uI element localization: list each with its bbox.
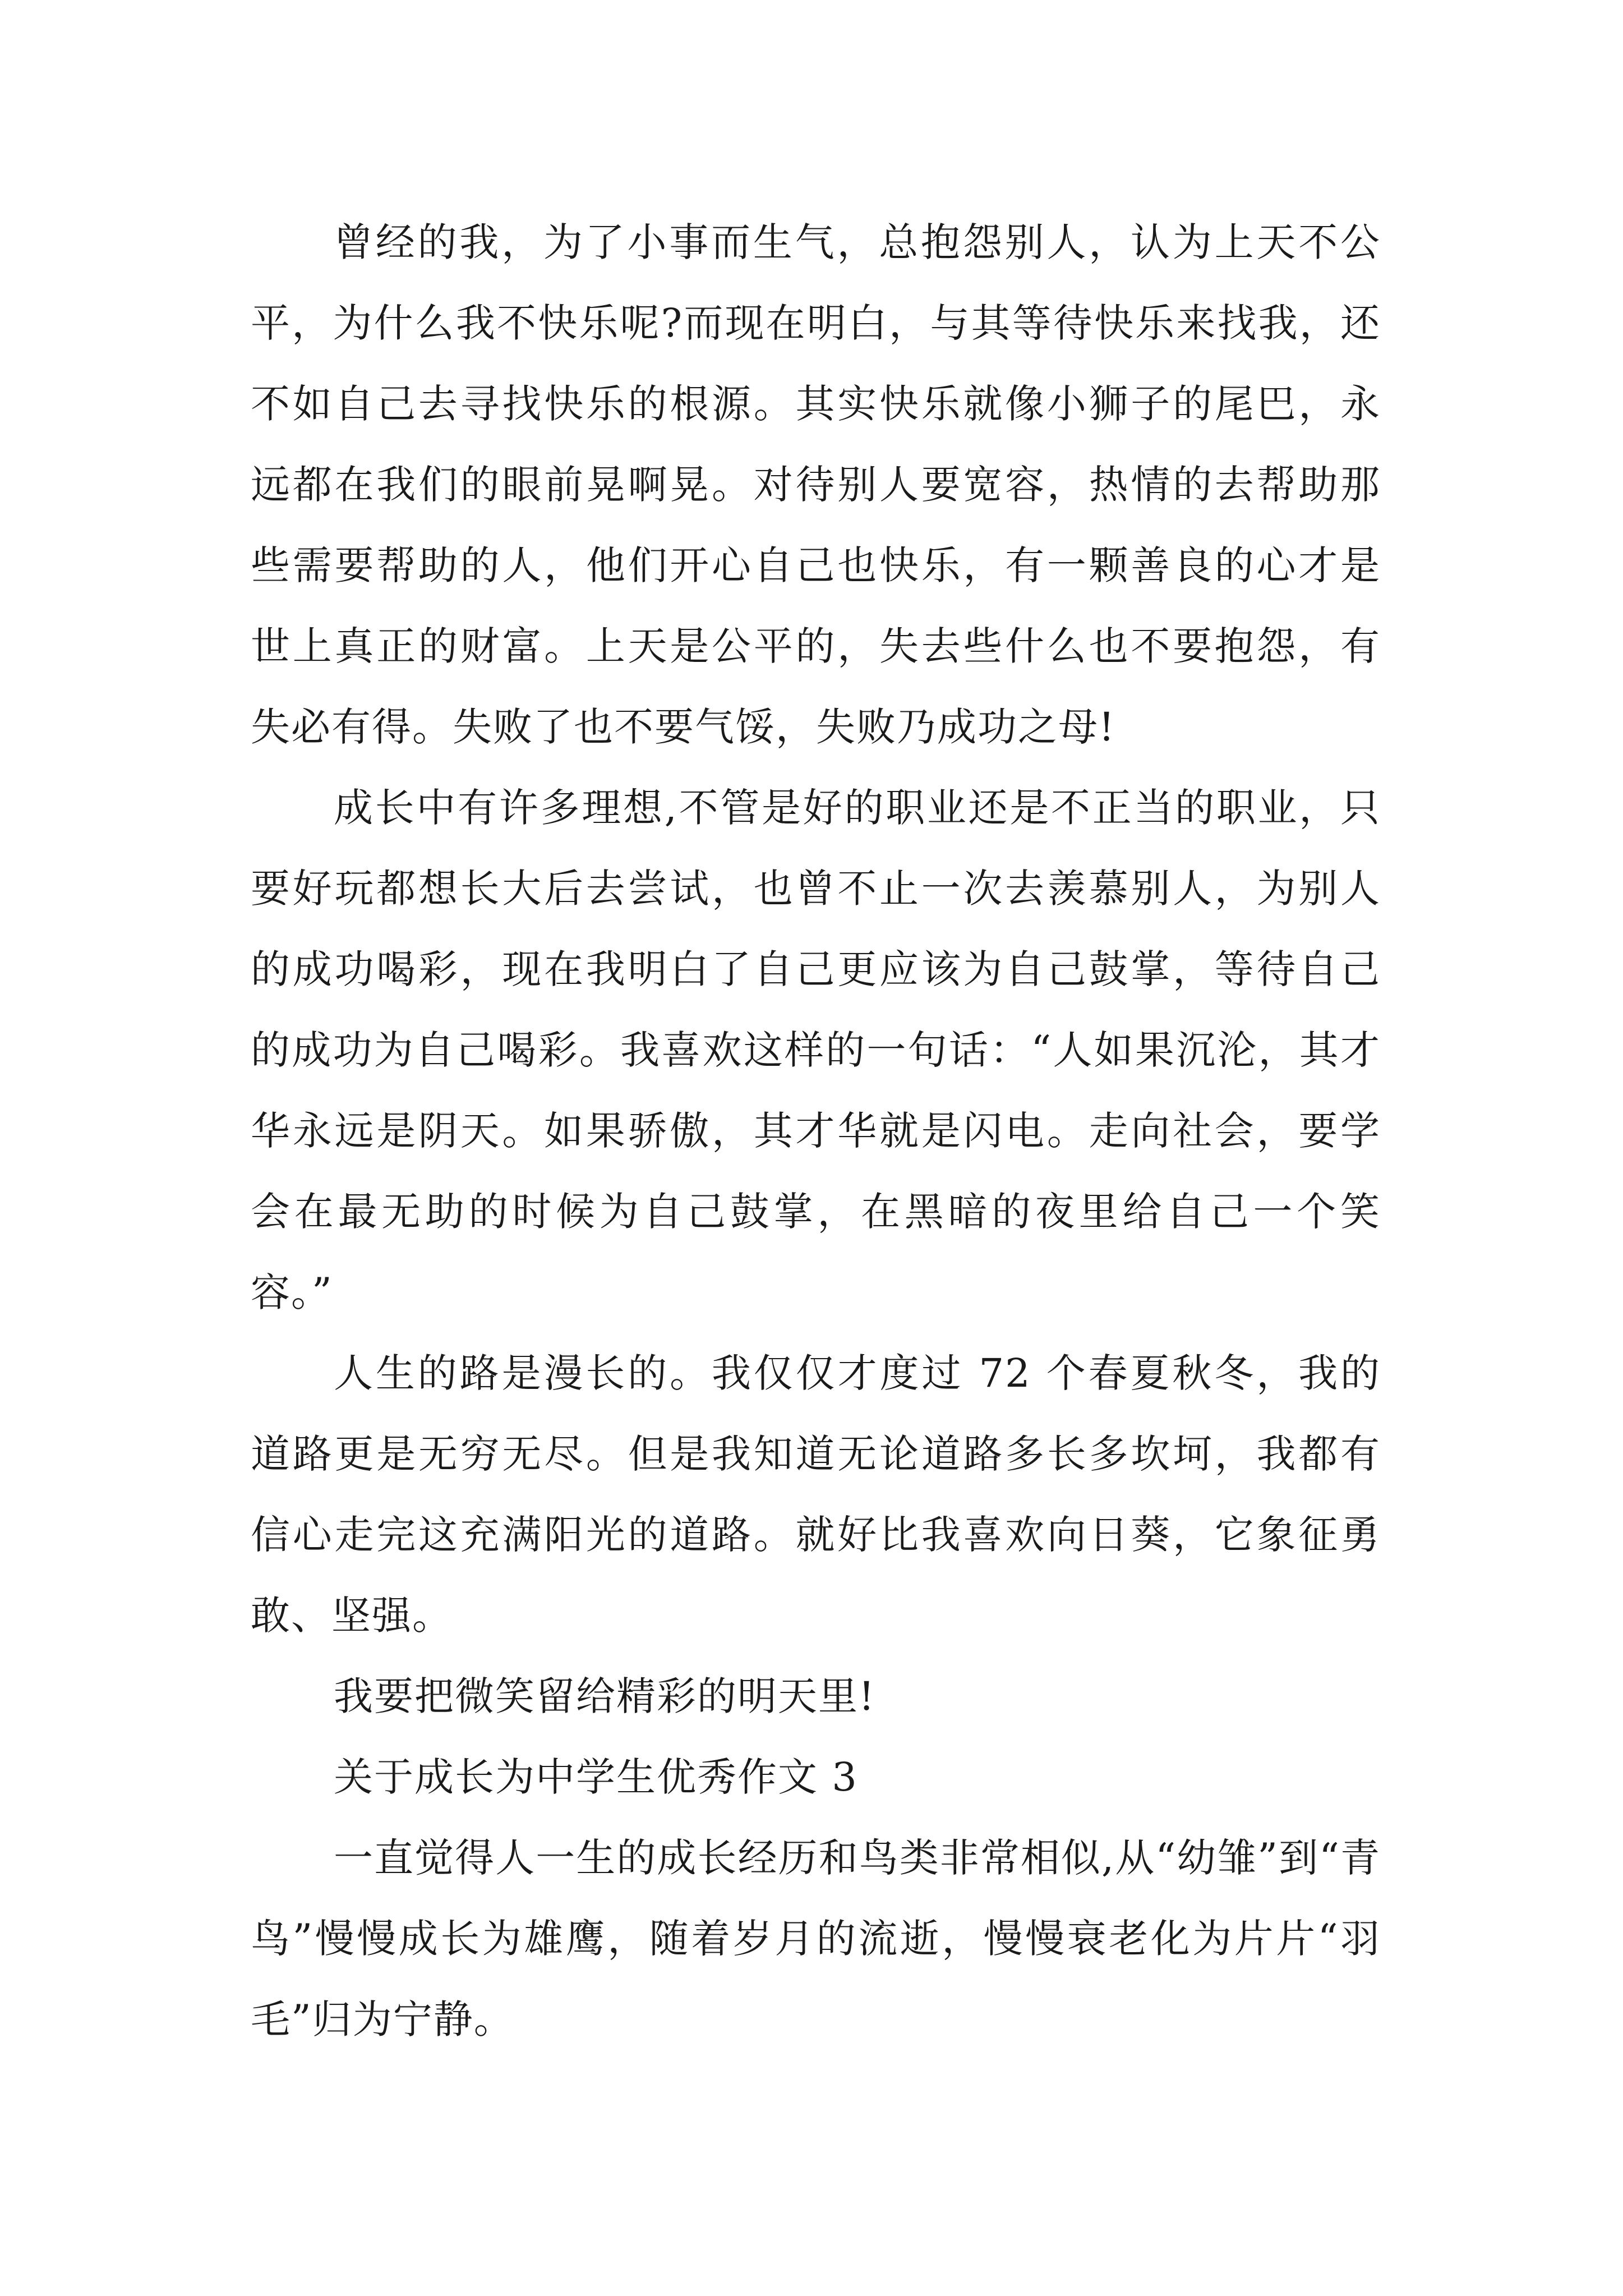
paragraph-life-road: 人生的路是漫长的。我仅仅才度过 72 个春夏秋冬，我的道路更是无穷无尽。但是我知道无论道路多长多坎坷，我都有信心走完这充满阳光的道路。就好比我喜欢向日葵，它象征勇敢、坚强。 xyxy=(251,1350,1381,1639)
document-body xyxy=(251,202,1381,2060)
paragraph-happiness: 曾经的我，为了小事而生气，总抱怨别人，认为上天不公平，为什么我不快乐呢?而现在明白，与其等待快乐来找我，还不如自己去寻找快乐的根源。其实快乐就像小狮子的尾巴，永远都在我们的眼前晃啊晃。对待别人要宽容，热情的去帮助那些需要帮助的人，他们开心自己也快乐，有一颗善良的心才是世上真正的财富。上天是公平的，失去些什么也不要抱怨，有失必有得。失败了也不要气馁，失败乃成功之母! xyxy=(251,219,1381,750)
paragraph-smile: 我要把微笑留给精彩的明天里! xyxy=(334,1673,876,1719)
paragraph-ideals: 成长中有许多理想,不管是好的职业还是不正当的职业，只要好玩都想长大后去尝试，也曾不止一次去羡慕别人，为别人的成功喝彩，现在我明白了自己更应该为自己鼓掌，等待自己的成功为自己喝彩。我喜欢这样的一句话：“人如果沉沦，其才华永远是阴天。如果骄傲，其才华就是闪电。走向社会，要学会在最无助的时候为自己鼓掌，在黑暗的夜里给自己一个笑容。” xyxy=(251,785,1381,1315)
essay-heading: 关于成长为中学生优秀作文 3 xyxy=(334,1754,858,1800)
paragraph-birds: 一直觉得人一生的成长经历和鸟类非常相似,从“幼雏”到“青鸟”慢慢成长为雄鹰，随着岁月的流逝，慢慢衰老化为片片“羽毛”归为宁静。 xyxy=(251,1835,1381,2042)
